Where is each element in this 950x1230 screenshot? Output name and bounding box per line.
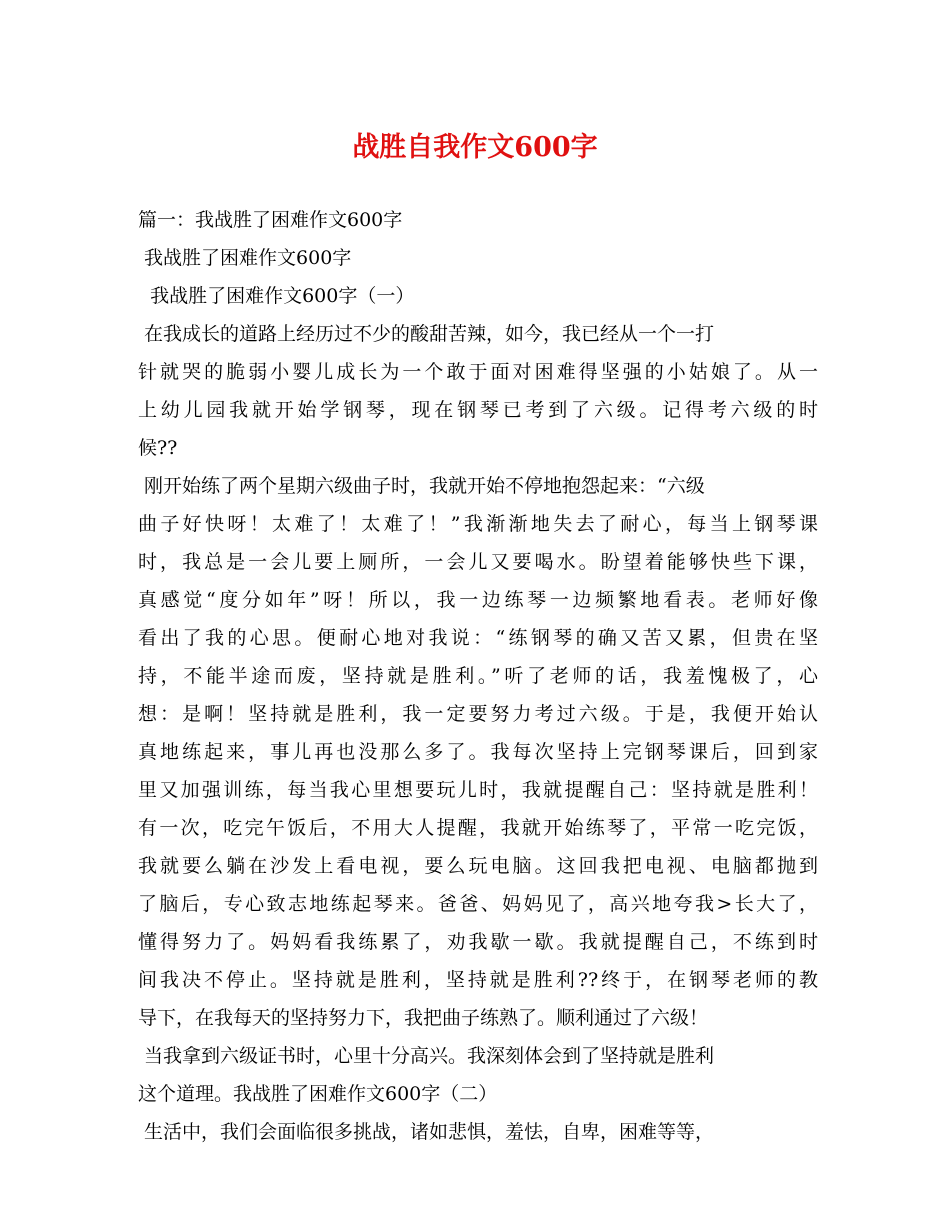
body-line: 上幼儿园我就开始学钢琴，现在钢琴已考到了六级。记得考六级的时 (138, 399, 818, 421)
body-line: 这个道理。我战胜了困难作文600字（二） (138, 1083, 498, 1105)
body-line: 看出了我的心思。便耐心地对我说：“练钢琴的确又苦又累，但贵在坚 (138, 627, 818, 649)
body-line: 曲子好快呀！太难了！太难了！”我渐渐地失去了耐心，每当上钢琴课 (138, 513, 818, 535)
body-line: 持，不能半途而废，坚持就是胜利。”听了老师的话，我羞愧极了，心 (138, 665, 818, 687)
body-line: 当我拿到六级证书时，心里十分高兴。我深刻体会到了坚持就是胜利 (138, 1045, 715, 1067)
body-line: 懂得努力了。妈妈看我练累了，劝我歇一歇。我就提醒自己，不练到时 (138, 931, 818, 953)
body-line: 真感觉“度分如年”呀！所以，我一边练琴一边频繁地看表。老师好像 (138, 589, 818, 611)
document-body (138, 201, 818, 1151)
body-line: 导下，在我每天的坚持努力下，我把曲子练熟了。顺利通过了六级！ (138, 1007, 709, 1029)
body-line: 有一次，吃完午饭后，不用大人提醒，我就开始练琴了，平常一吃完饭， (138, 817, 818, 839)
body-line: 间我决不停止。坚持就是胜利，坚持就是胜利??终于，在钢琴老师的教 (138, 969, 818, 991)
body-line: 篇一：我战胜了困难作文600字 (138, 209, 403, 231)
body-line: 刚开始练了两个星期六级曲子时，我就开始不停地抱怨起来：“六级 (138, 475, 705, 497)
body-line: 在我成长的道路上经历过不少的酸甜苦辣，如今，我已经从一个一打 (138, 323, 715, 345)
document-title: 战胜自我作文600字 (352, 132, 598, 163)
body-line: 生活中，我们会面临很多挑战，诸如悲惧，羞怯，自卑，困难等等， (138, 1121, 715, 1143)
body-line: 我就要么躺在沙发上看电视，要么玩电脑。这回我把电视、电脑都抛到 (138, 855, 818, 877)
body-line: 想：是啊！坚持就是胜利，我一定要努力考过六级。于是，我便开始认 (138, 703, 818, 725)
body-line: 我战胜了困难作文600字（一） (138, 285, 415, 307)
body-line: 针就哭的脆弱小婴儿成长为一个敢于面对困难得坚强的小姑娘了。从一 (138, 361, 818, 383)
body-line: 了脑后，专心致志地练起琴来。爸爸、妈妈见了，高兴地夸我>长大了， (138, 893, 818, 915)
body-line: 候?? (138, 437, 178, 459)
body-line: 里又加强训练，每当我心里想要玩儿时，我就提醒自己：坚持就是胜利！ (138, 779, 818, 801)
body-line: 我战胜了困难作文600字 (138, 247, 352, 269)
body-line: 时，我总是一会儿要上厕所，一会儿又要喝水。盼望着能够快些下课， (138, 551, 818, 573)
body-line: 真地练起来，事儿再也没那么多了。我每次坚持上完钢琴课后，回到家 (138, 741, 818, 763)
